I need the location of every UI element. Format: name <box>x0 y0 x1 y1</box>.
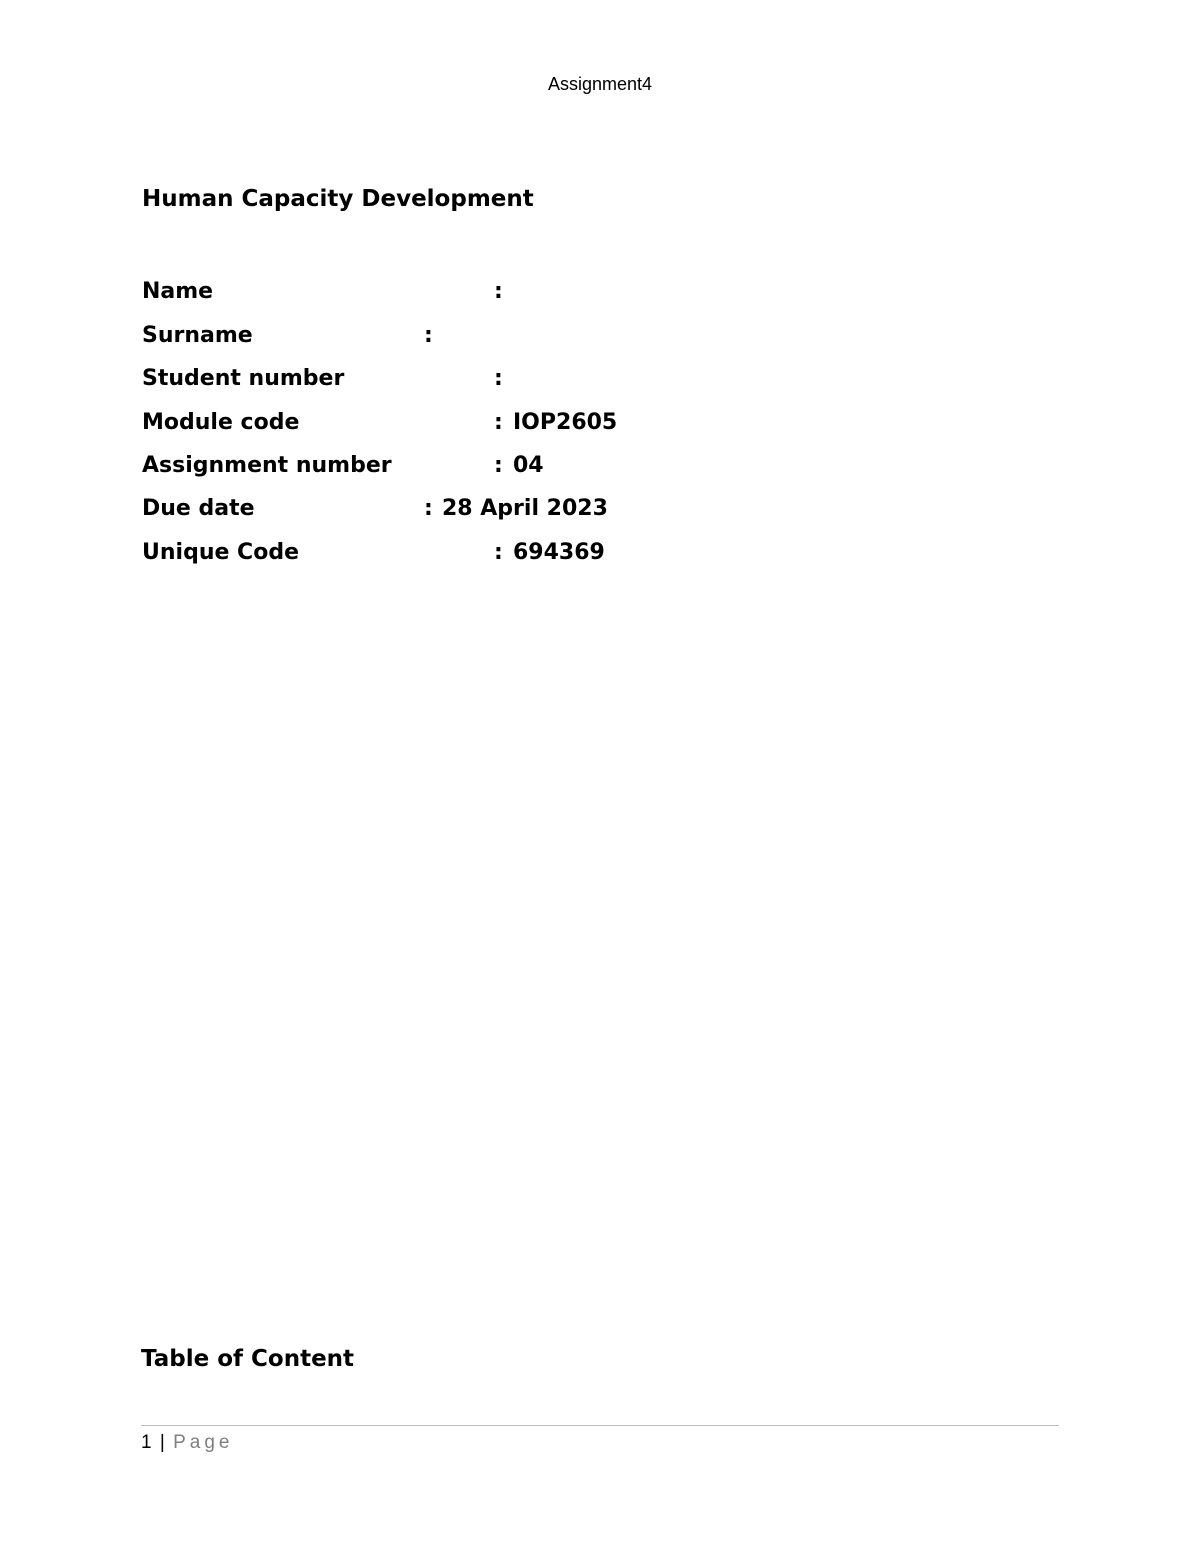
table-of-content-heading: Table of Content <box>141 1346 355 1372</box>
field-value: 28 April 2023 <box>442 496 608 521</box>
field-label: Surname <box>142 323 253 348</box>
field-value: IOP2605 <box>513 410 618 435</box>
field-separator: : <box>494 540 503 565</box>
page-word: Page <box>173 1432 234 1453</box>
field-value: 04 <box>513 453 544 478</box>
document-title: Human Capacity Development <box>142 186 534 212</box>
field-label: Module code <box>142 410 300 435</box>
field-label: Due date <box>142 496 255 521</box>
field-separator: : <box>494 410 503 435</box>
field-label: Unique Code <box>142 540 299 565</box>
page-header: Assignment4 <box>547 74 653 94</box>
page-number: 1 <box>141 1432 152 1453</box>
page-footer <box>141 1432 233 1454</box>
field-separator: : <box>494 453 503 478</box>
field-label: Name <box>142 279 214 304</box>
field-separator: : <box>494 366 503 391</box>
footer-divider <box>141 1425 1059 1426</box>
footer-separator: | <box>159 1432 165 1453</box>
field-separator: : <box>494 279 503 304</box>
field-value: 694369 <box>513 540 605 565</box>
field-label: Assignment number <box>142 453 392 478</box>
field-label: Student number <box>142 366 345 391</box>
field-separator: : <box>424 496 433 521</box>
field-separator: : <box>424 323 433 348</box>
